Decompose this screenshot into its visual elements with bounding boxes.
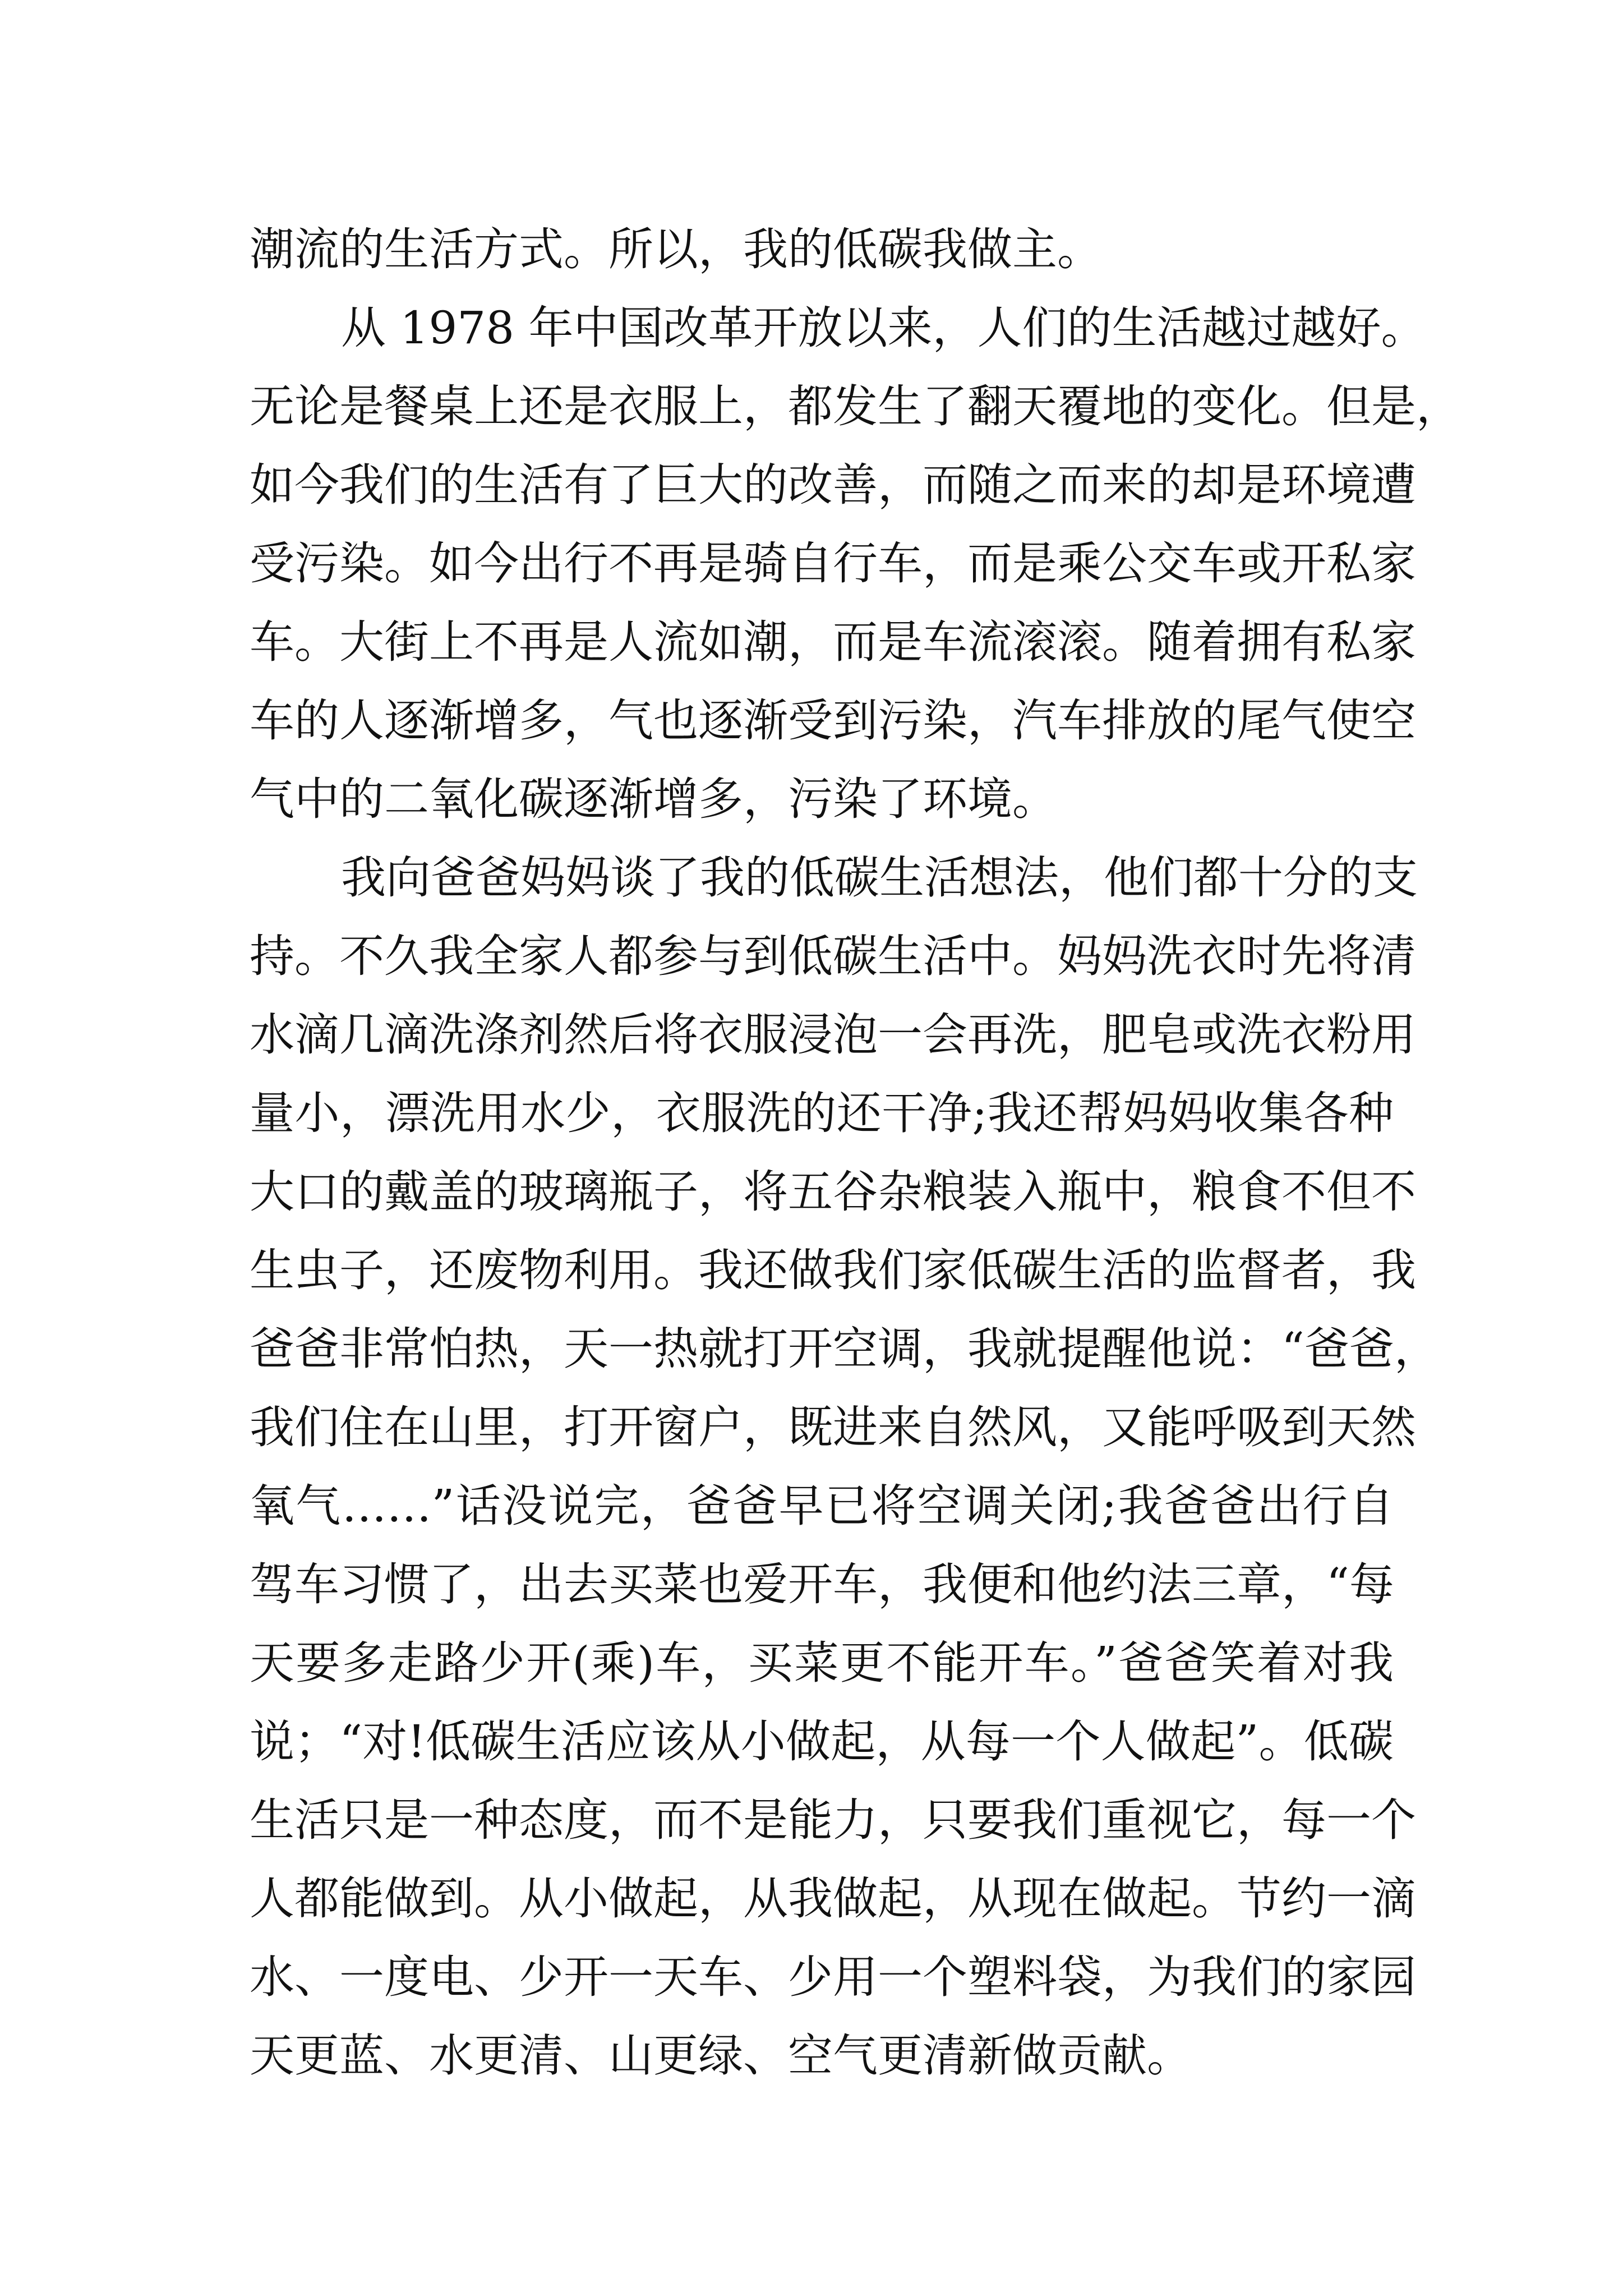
text-line: 车。大街上不再是人流如潮，而是车流滚滚。随着拥有私家 [250,616,1416,668]
text-line: 生活只是一种态度，而不是能力，只要我们重视它，每一个 [250,1794,1416,1846]
text-line: 如今我们的生活有了巨大的改善，而随之而来的却是环境遭 [250,459,1416,511]
text-line: 爸爸非常怕热，天一热就打开空调，我就提醒他说：“爸爸， [250,1323,1439,1375]
paragraph-first-line: 从 1978 年中国改革开放以来，人们的生活越过越好。 [341,302,1426,354]
text-line: 说；“对!低碳生活应该从小做起，从每一个人做起”。低碳 [250,1715,1394,1768]
text-line: 天要多走路少开(乘)车，买菜更不能开车。”爸爸笑着对我 [250,1637,1394,1689]
text-line: 无论是餐桌上还是衣服上，都发生了翻天覆地的变化。但是， [250,380,1461,432]
text-line: 水滴几滴洗涤剂然后将衣服浸泡一会再洗，肥皂或洗衣粉用 [250,1009,1416,1061]
text-line: 氧气……”话没说完，爸爸早已将空调关闭;我爸爸出行自 [250,1480,1394,1532]
text-line: 潮流的生活方式。所以，我的低碳我做主。 [250,223,1102,275]
text-line: 大口的戴盖的玻璃瓶子，将五谷杂粮装入瓶中，粮食不但不 [250,1166,1416,1218]
text-line: 人都能做到。从小做起，从我做起，从现在做起。节约一滴 [250,1872,1416,1925]
text-line: 量小，漂洗用水少，衣服洗的还干净;我还帮妈妈收集各种 [250,1087,1394,1139]
paragraph-first-line: 我向爸爸妈妈谈了我的低碳生活想法，他们都十分的支 [341,852,1418,904]
text-line: 驾车习惯了，出去买菜也爱开车，我便和他约法三章，“每 [250,1558,1394,1611]
text-line: 生虫子，还废物利用。我还做我们家低碳生活的监督者，我 [250,1244,1416,1296]
text-line: 天更蓝、水更清、山更绿、空气更清新做贡献。 [250,2030,1192,2082]
text-line: 气中的二氧化碳逐渐增多，污染了环境。 [250,773,1057,825]
text-line: 水、一度电、少开一天车、少用一个塑料袋，为我们的家园 [250,1951,1416,2003]
text-line: 车的人逐渐增多，气也逐渐受到污染，汽车排放的尾气使空 [250,694,1416,747]
text-line: 受污染。如今出行不再是骑自行车，而是乘公交车或开私家 [250,537,1416,590]
text-line: 持。不久我全家人都参与到低碳生活中。妈妈洗衣时先将清 [250,930,1416,982]
text-line: 我们住在山里，打开窗户，既进来自然风，又能呼吸到天然 [250,1401,1416,1453]
